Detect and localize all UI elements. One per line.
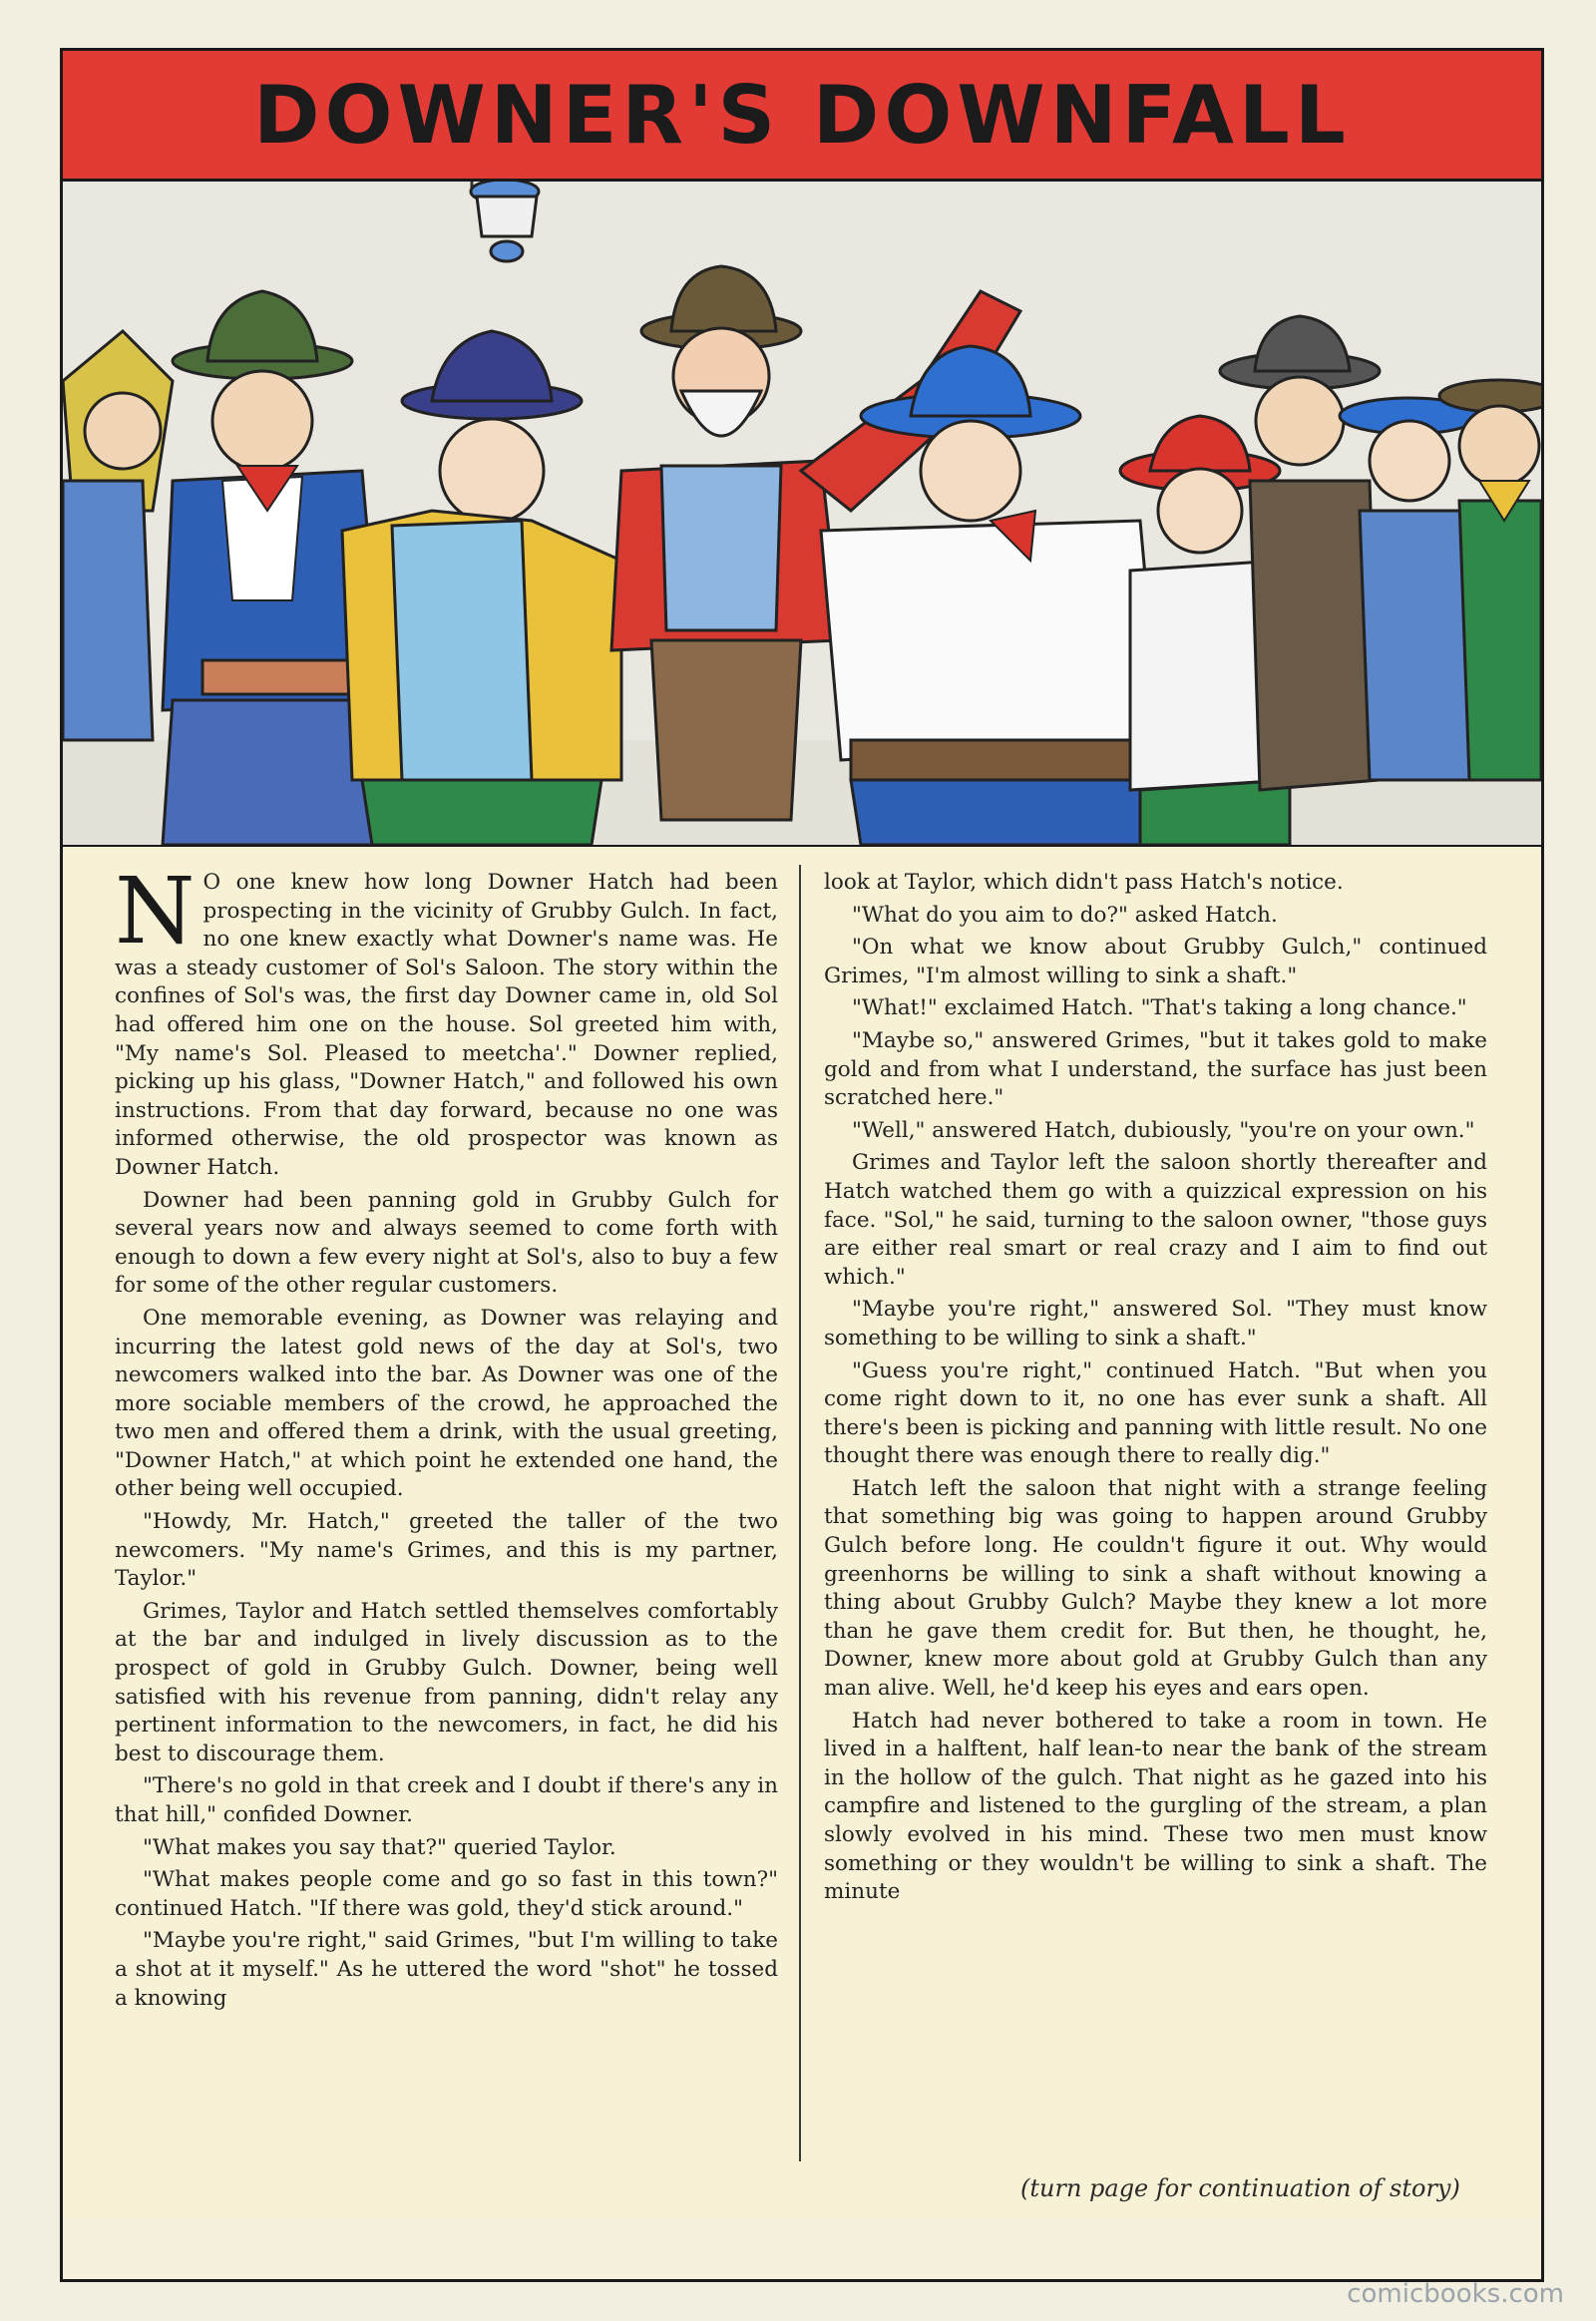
story-paragraph: "Maybe so," answered Grimes, "but it takes gold to make gold and from what I understand, the surface has just been scratched here."	[824, 1027, 1487, 1111]
continuation-note: (turn page for continuation of story)	[1020, 2174, 1460, 2202]
story-paragraph: "Maybe you're right," said Grimes, "but I'm willing to take a shot at it myself." As he uttered the word "shot" he tossed a knowing	[115, 1928, 778, 2011]
drop-cap: N	[115, 858, 196, 965]
story-paragraph: "On what we know about Grubby Gulch," continued Grimes, "I'm almost willing to sink a shaft."	[824, 935, 1487, 988]
story-paragraph: "Howdy, Mr. Hatch," greeted the taller of the two newcomers. "My name's Grimes, and this is my partner, Taylor."	[115, 1509, 778, 1592]
saloon-crowd-illustration	[63, 182, 1541, 848]
story-paragraph: Downer had been panning gold in Grubby Gulch for several years now and always seemed to come forth with enough to down a few every night at Sol's, also to buy a few for some of the other regular customers.	[115, 1187, 778, 1299]
story-paragraph: look at Taylor, which didn't pass Hatch's notice.	[824, 870, 1344, 895]
story-page	[60, 48, 1544, 2282]
story-paragraph: Hatch left the saloon that night with a strange feeling that something big was going to happen around Grubby Gulch before long. He couldn't figure it out. Why would greenhorns be willing to sink a shaft without knowing a thing about Grubby Gulch? Maybe they knew a lot more than he gave them credit for. But then, he thought, he, Downer, knew more about gold at Grubby Gulch than any man alive. Well, he'd keep his eyes and ears open.	[824, 1475, 1487, 1702]
story-title: DOWNER'S DOWNFALL	[253, 68, 1351, 162]
title-banner	[63, 51, 1541, 182]
story-paragraph: N O one knew how long Downer Hatch had been prospecting in the vicinity of Grubby Gulch. In fact, no one knew exactly what Downer's name was. He was a steady customer of Sol's Saloon. The story within the confines of Sol's was, the first day Downer came in, old Sol had offered him one on the house. Sol greeted him with, "My name's Sol. Pleased to meetcha'." Downer replied, picking up his glass, "Downer Hatch," and followed his own instructions. From that day forward, because no one was informed otherwise, the old prospector was known as Downer Hatch.	[115, 858, 778, 1180]
story-paragraph: Grimes, Taylor and Hatch settled themselves comfortably at the bar and indulged in lively discussion as to the prospect of gold in Grubby Gulch. Downer, being well satisfied with his revenue from panning, didn't relay any pertinent information to the newcomers, in fact, he did his best to discourage them.	[115, 1598, 778, 1766]
story-column-right	[824, 869, 1487, 1911]
story-paragraph: "Maybe you're right," answered Sol. "They must know something to be willing to sink a shaft."	[824, 1297, 1487, 1351]
story-paragraph: "What!" exclaimed Hatch. "That's taking a long chance."	[852, 995, 1467, 1021]
story-paragraph: "There's no gold in that creek and I doubt if there's any in that hill," confided Downer.	[115, 1773, 778, 1827]
story-paragraph: "Well," answered Hatch, dubiously, "you're on your own."	[852, 1117, 1475, 1143]
story-paragraph: Hatch had never bothered to take a room in town. He lived in a halftent, half lean-to near the bank of the stream in the hollow of the gulch. That night as he gazed into his campfire and listened to the gurgling of the stream, a plan slowly evolved in his mind. These two men must know something or they wouldn't be willing to sink a shaft. The minute	[824, 1708, 1487, 1905]
story-paragraph: One memorable evening, as Downer was relaying and incurring the latest gold news of the day at Sol's, two newcomers walked into the bar. As Downer was one of the more sociable members of the crowd, he approached the two men and offered them a drink, with the usual greeting, "Downer Hatch," at which point he extended one hand, the other being well occupied.	[115, 1305, 778, 1502]
story-column-left	[115, 858, 778, 2017]
story-paragraph: Grimes and Taylor left the saloon shortly thereafter and Hatch watched them go with a quizzical expression on his face. "Sol," he said, turning to the saloon owner, "those guys are either real smart or real crazy and I aim to find out which."	[824, 1150, 1487, 1290]
story-paragraph: "What do you aim to do?" asked Hatch.	[852, 902, 1278, 928]
story-text-area	[63, 847, 1541, 2218]
column-divider	[799, 865, 801, 2161]
story-paragraph: "What makes people come and go so fast in this town?" continued Hatch. "If there was gold, they'd stick around."	[115, 1867, 778, 1921]
story-paragraph: "What makes you say that?" queried Taylor.	[143, 1834, 616, 1860]
watermark: comicbooks.com	[1347, 2279, 1564, 2309]
story-paragraph: "Guess you're right," continued Hatch. "But when you come right down to it, no one has ever sunk a shaft. All there's been is picking and panning with little result. No one thought there was enough there to really dig."	[824, 1357, 1487, 1469]
